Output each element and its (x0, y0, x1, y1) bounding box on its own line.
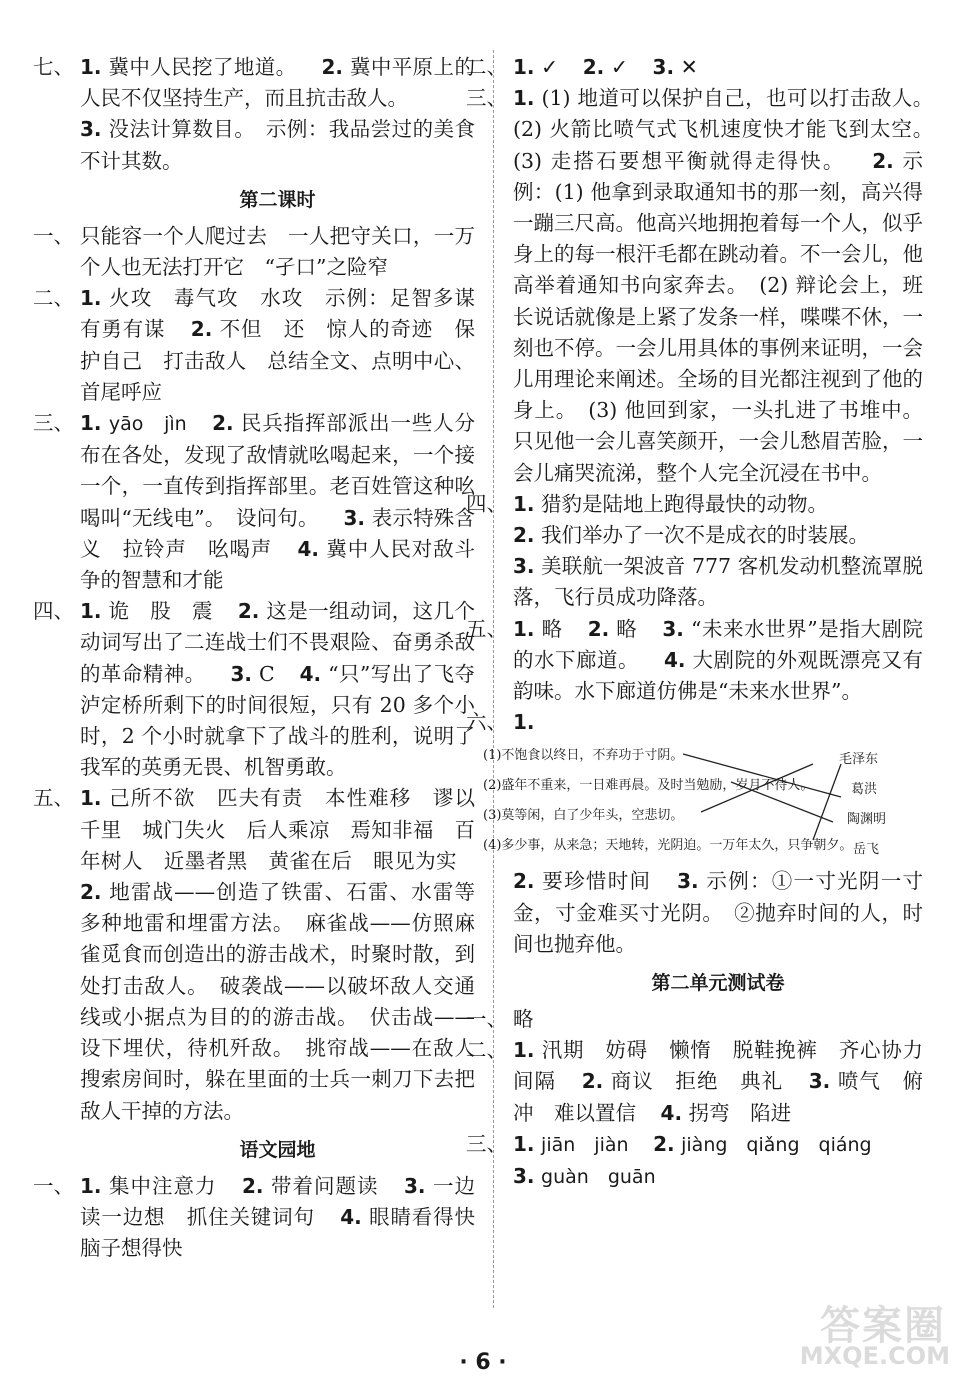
match-right-2: 葛洪 (851, 782, 878, 798)
watermark-text: 答案圈 (820, 1303, 946, 1349)
right-column (466, 52, 944, 1193)
answer-s3: 三、 1. yāo jìn 2. 民兵指挥部派出一些人分布在各处，发现了敌情就吆喝起来，一个接一个，一直传到指挥部里。老百姓管这种吆喝叫“无线电”。 设问句。 3. 表示特殊含义 拉铃声 吆喝声 4. 冀中人民对敌斗争的智慧和才能 (33, 411, 475, 593)
answer-r4: 四、 1. 猎豹是陆地上跑得最快的动物。 (466, 491, 829, 516)
match-left-3: (3)莫等闲，白了少年头，空悲切。 (483, 808, 684, 824)
answer-s5: 五、 1. 己所不欲 匹夫有责 本性难移 谬以千里 城门失火 后人乘凉 焉知非福 百年树人 近墨者黑 黄雀在后 眼见为实 2. 地雷战——创造了铁雷、石雷、水雷等多种地雷和埋雷方法。 麻雀战——仿照麻雀觅食而创造出的游击战术，时聚时散，到处打击敌人。 破袭战——以破坏敌人交通线或小据点为目的的游击战。 伏击战——设下埋伏，待机歼敌。 挑帘战——在敌人搜索房间时，躲在里面的士兵一刺刀下去把敌人干掉的方法。 (33, 786, 475, 1123)
answer-r2: 二、 1. ✓ 2. ✓ 3. ✕ (466, 55, 698, 79)
column-divider (493, 50, 494, 1308)
left-column (33, 52, 496, 1264)
cross-icon: ✕ (680, 55, 698, 79)
section-title-unit-test: 第二单元测试卷 (651, 972, 785, 995)
match-left-1: (1)不饱食以终日，不弃功于寸阴。 (483, 748, 684, 764)
match-left-4: (4)多少事，从来急；天地转，光阴迫。一万年太久，只争朝夕。 (483, 838, 853, 854)
watermark-logo (776, 1292, 956, 1372)
check-icon: ✓ (541, 55, 559, 79)
answer-g1: 一、 1. 集中注意力 2. 带着问题读 3. 一边读一边想 抓住关键词句 4. 眼睛看得快 脑子想得快 (33, 1173, 496, 1261)
answer-r6: 六、 1. (466, 710, 535, 735)
answer-s1: 一、 只能容一个人爬过去 一人把守关口，一万个人也无法打开它 “孑口”之险窄 (33, 223, 475, 280)
answer-r6-2: 2. 要珍惜时间 3. 示例：①一寸光阴一寸金，寸金难买寸光阴。 ②抛弃时间的人，时间也抛弃他。 (513, 869, 923, 956)
check-icon: ✓ (610, 55, 628, 79)
answer-q7: 七、 1. 冀中人民挖了地道。 2. 冀中平原上的人民不仅坚持生产，而且抗击敌人。 (80, 52, 475, 114)
answer-s2: 二、 1. 火攻 毒气攻 水攻 示例：足智多谋 有勇有谋 2. 不但 还 惊人的奇迹 保护自己 打击敌人 总结全文、点明中心、首尾呼应 (33, 286, 496, 404)
watermark-url: MXQE.COM (799, 1342, 950, 1370)
match-line-4 (813, 764, 841, 840)
answer-u2: 二、 1. 汛期 妨碍 懒惰 脱鞋挽裤 齐心协力 间隔 2. 商议 拒绝 典礼 3. 喷气 俯冲 难以置信 4. 拐弯 陷进 (466, 1038, 944, 1125)
answer-q7-part3: 3. 没法计算数目。 示例：我品尝过的美食不计其数。 (80, 117, 475, 173)
section-title-garden: 语文园地 (239, 1138, 316, 1161)
answer-u1: 一、 略 (466, 1007, 534, 1032)
item-label: 七、 (33, 55, 74, 79)
answer-s4: 四、 1. 诡 股 震 2. 这是一组动词，这几个动词写出了二连战士们不畏艰险、奋勇杀敌的革命精神。 3. C 4. “只”写出了飞夺泸定桥所剩下的时间很短，只有 20 多个小时，2 个小时就拿下了战斗的胜利，说明了我军的英勇无畏、机智勇敢。 (33, 599, 475, 780)
matching-diagram (483, 742, 887, 862)
answer-r4-3: 3. 美联航一架波音 777 客机发动机整流罩脱落，飞行员成功降落。 (513, 554, 923, 610)
match-right-4: 岳飞 (853, 842, 880, 858)
answer-u3-3: 3. guàn guān (513, 1164, 656, 1189)
answer-r3: 三、 1. (1) 地道可以保护自己，也可以打击敌人。 (2) 火箭比喷气式飞机速度快才能飞到太空。 (3) 走搭石要想平衡就得走得快。 2. 示例：(1) 他拿到录取通知书的那一刻，高兴得一蹦三尺高。他高兴地拥抱着每一个人，似乎身上的每一根汗毛都在跳动着。不一会儿，他高举着通知书向家奔去。 (2) 辩论会上，班长说话就像是上紧了发条一样，喋喋不休，一刻也不停。一会儿用具体的事例来证明，一会儿用理论来阐述。全场的目光都注视到了他的身上。 (3) 他回到家，一头扎进了书堆中。只见他一会儿喜笑颜开，一会儿愁眉苦脸，一会儿痛哭流涕，整个人完全沉浸在书中。 (466, 86, 944, 485)
page-number: · 6 · (459, 1350, 507, 1375)
match-left-2: (2)盛年不重来，一日难再晨。及时当勉励，岁月不待人。 (483, 778, 814, 794)
section-title-lesson2: 第二课时 (239, 188, 316, 211)
answer-r4-2: 2. 我们举办了一次不是成衣的时装展。 (513, 523, 870, 548)
answer-u3: 三、 1. jiān jiàn 2. jiàng qiǎng qiáng (466, 1131, 872, 1156)
answer-r5: 五、 1. 略 2. 略 3. “未来水世界”是指大剧院的水下廊道。 4. 大剧院的外观既漂亮又有韵味。水下廊道仿佛是“未来水世界”。 (466, 616, 923, 704)
match-right-1: 毛泽东 (839, 752, 879, 768)
match-right-3: 陶渊明 (847, 812, 887, 828)
